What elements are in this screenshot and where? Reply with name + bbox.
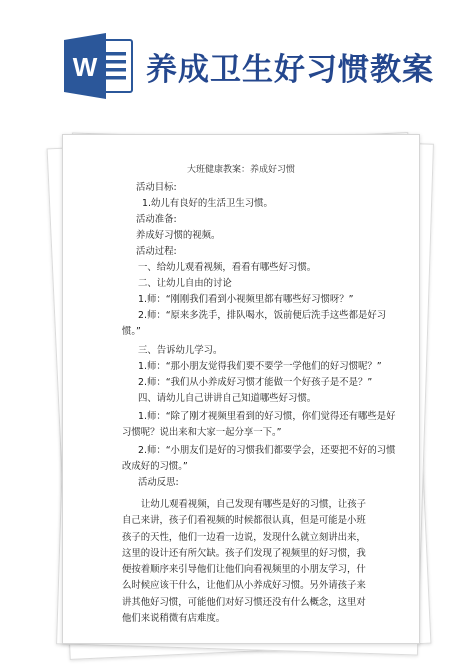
doc-line: 1.师：“刚刚我们看到小视频里都有哪些好习惯呀？” <box>138 294 354 305</box>
doc-line: 一、给幼儿观看视频，看看有哪些好习惯。 <box>138 262 317 273</box>
doc-line: 活动目标: <box>136 182 177 193</box>
doc-line: 惯。” <box>122 326 141 337</box>
doc-line: 改成好的习惯。” <box>122 461 188 472</box>
word-icon <box>62 30 136 102</box>
reflection-paragraph: 让幼儿观看视频，自己发现有哪些是好的习惯，让孩子自己来讲，孩子们看视频的时候都很认真，但是可能是小班孩子的天性，他们一边看一边说，发现什么就立刻讲出来，这里的设计还有所欠缺。孩子们发现了视频里的好习惯，我便按着顺序来引导他们让他们向看视频里的小朋友学习，什么时候应该干什么，让他们从小养成好习惯。另外请孩子来讲其他好习惯，可能他们对好习惯还没有什么概念，这里对他们来说稍微有店难度。 <box>122 499 367 625</box>
running-head: 大班健康教案：养成好习惯 <box>186 165 295 175</box>
word-logo-letter: W <box>72 52 98 82</box>
doc-line: 1.师：“除了刚才视频里看到的好习惯，你们觉得还有哪些是好 <box>138 411 396 422</box>
doc-line: 1.幼儿有良好的生活卫生习惯。 <box>142 198 273 209</box>
document-page <box>62 134 420 644</box>
doc-line: 四、请幼儿自己讲讲自己知道哪些好习惯。 <box>138 393 317 404</box>
doc-line: 2.师：“小朋友们是好的习惯我们都要学会，还要把不好的习惯 <box>138 445 396 456</box>
doc-line: 活动反思: <box>138 477 179 488</box>
doc-line: 养成好习惯的视频。 <box>136 230 221 241</box>
page-title: 养成卫生好习惯教案 <box>146 52 434 88</box>
doc-line: 1.师：“那小朋友觉得我们要不要学一学他们的好习惯呢？” <box>138 361 382 372</box>
doc-line: 习惯呢？说出来和大家一起分享一下。” <box>122 427 282 438</box>
doc-line: 活动准备: <box>136 214 177 225</box>
doc-line: 活动过程: <box>136 246 177 257</box>
header <box>0 0 474 128</box>
doc-line: 二、让幼儿自由的讨论 <box>138 278 232 289</box>
doc-line: 三、告诉幼儿学习。 <box>138 345 223 356</box>
doc-line: 2.师：“我们从小养成好习惯才能做一个好孩子是不是？” <box>138 377 373 388</box>
doc-line: 2.师：“原来多洗手，排队喝水，饭前便后洗手这些都是好习 <box>138 310 387 321</box>
